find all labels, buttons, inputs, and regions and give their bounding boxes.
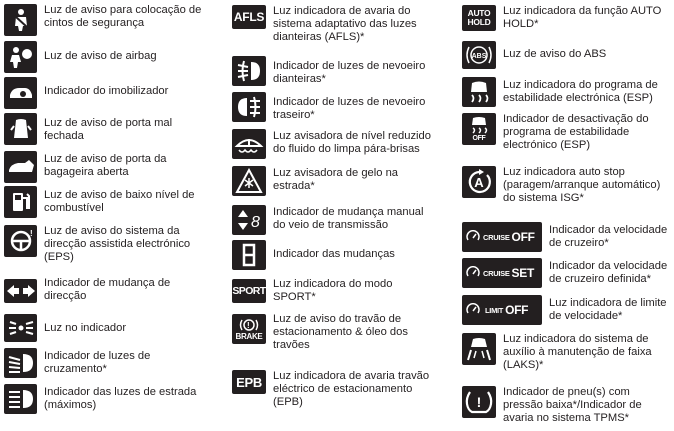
warning-label: Indicador das mudanças — [273, 248, 395, 260]
seat-belt-icon — [4, 4, 37, 36]
warning-label: Luz indicadora do programa de estabilidade electrónica (ESP) — [503, 79, 658, 104]
warning-item-fuel — [4, 186, 195, 218]
ice-warning-icon — [232, 166, 266, 196]
auto-stop-icon — [462, 166, 496, 198]
esp-icon — [462, 77, 496, 107]
warning-item-immobilizer — [4, 77, 168, 109]
warning-item-limit-off — [462, 295, 667, 325]
warning-label: Luz indicadora da função AUTO HOLD* — [503, 5, 662, 30]
light-on-icon — [4, 314, 37, 342]
warning-item-auto-hold — [462, 5, 661, 31]
fuel-icon — [4, 186, 37, 218]
warning-label: Indicador de mudança manual do veio de transmissão — [273, 206, 424, 231]
washer-fluid-icon — [232, 129, 266, 159]
warning-label: Luz de aviso de porta mal fechada — [44, 117, 173, 142]
warning-label: Luz de aviso de airbag — [44, 50, 157, 62]
warning-item-laks — [462, 333, 652, 372]
warning-label: Luz indicadora de limite de velocidade* — [549, 297, 667, 322]
warning-item-front-fog — [232, 56, 425, 86]
warning-item-light-on — [4, 314, 126, 342]
warning-label: Luz indicadora do modo SPORT* — [273, 278, 393, 303]
airbag-icon — [4, 41, 37, 73]
warning-label: Indicador da velocidade de cruzeiro* — [549, 224, 668, 249]
trunk-open-icon — [4, 151, 37, 183]
warning-item-auto-stop — [462, 166, 660, 205]
immobilizer-icon — [4, 77, 37, 109]
shift-indicator-icon — [232, 205, 266, 235]
warning-label: Luz indicadora de avaria travão eléctrico de estacionamento (EPB) — [273, 370, 430, 408]
tpms-icon — [462, 386, 496, 418]
svg-text:8: 8 — [251, 214, 260, 231]
afls-icon: AFLS — [232, 5, 266, 29]
limit-off-icon: LIMIT OFF — [462, 295, 542, 325]
warning-item-esp-off — [462, 113, 649, 152]
warning-label: Luz no indicador — [44, 322, 127, 334]
svg-text:!: ! — [476, 394, 482, 410]
rear-fog-icon — [232, 92, 266, 122]
warning-item-shift-indicator — [232, 205, 424, 235]
turn-signal-icon — [4, 279, 37, 303]
warning-label: Luz indicadora do sistema de auxílio à manutenção de faixa (LAKS)* — [503, 333, 652, 371]
warning-item-low-beam — [4, 348, 150, 378]
cruise-off-icon: CRUISE OFF — [462, 222, 542, 252]
warning-label: Indicador das luzes de estrada (máximos) — [44, 386, 197, 411]
warning-label: Luz indicadora de avaria do sistema adaptativo das luzes dianteiras (AFLS)* — [273, 5, 417, 43]
door-open-icon — [4, 113, 37, 145]
warning-item-rear-fog — [232, 92, 425, 122]
warning-item-tpms — [462, 386, 642, 425]
eps-icon — [4, 225, 37, 257]
warning-label: Luz de aviso de baixo nível de combustível — [44, 189, 195, 214]
warning-label: Indicador da velocidade de cruzeiro definida* — [549, 260, 668, 285]
abs-icon — [462, 41, 496, 69]
gear-position-icon — [232, 240, 266, 270]
warning-label: Indicador de mudança de direcção — [44, 277, 171, 302]
warning-item-abs — [462, 41, 606, 69]
auto-hold-icon: AUTO HOLD — [462, 5, 496, 31]
front-fog-icon — [232, 56, 266, 86]
warning-label: Luz avisadora de gelo na estrada* — [273, 167, 399, 192]
warning-label: Luz de aviso do ABS — [503, 48, 607, 60]
warning-label: Luz de aviso para colocação de cintos de segurança — [44, 4, 202, 29]
warning-label: Luz indicadora auto stop (paragem/arranque automático) do sistema ISG* — [503, 166, 661, 204]
warning-item-seat-belt — [4, 4, 201, 36]
warning-label: Indicador de desactivação do programa de estabilidade electrónico (ESP) — [503, 113, 649, 151]
warning-item-afls — [232, 5, 417, 44]
warning-label: Luz avisadora de nível reduzido do fluido do limpa pára-brisas — [273, 130, 431, 155]
sport-mode-icon: SPORT — [232, 279, 266, 303]
high-beam-icon — [4, 384, 37, 414]
warning-item-washer-fluid — [232, 129, 431, 159]
brake-icon: ! BRAKE — [232, 314, 266, 344]
warning-item-eps — [4, 225, 190, 264]
warning-label: Indicador de pneu(s) com pressão baixa*/Indicador de avaria no sistema TPMS* — [503, 386, 642, 424]
warning-item-epb — [232, 370, 429, 409]
warning-item-door-open — [4, 113, 172, 145]
cruise-set-icon: CRUISE SET — [462, 258, 542, 288]
esp-off-icon: OFF — [462, 113, 496, 145]
warning-item-cruise-off — [462, 222, 667, 252]
warning-label: Luz de aviso do sistema da direcção assistida electrónico (EPS) — [44, 225, 191, 263]
warning-item-sport-mode — [232, 279, 392, 304]
warning-label: Indicador de luzes de cruzamento* — [44, 350, 151, 375]
svg-text:ABS: ABS — [471, 53, 487, 60]
warning-item-turn-signal — [4, 279, 170, 303]
warning-item-esp — [462, 77, 658, 107]
epb-icon: EPB — [232, 370, 266, 394]
laks-icon — [462, 333, 496, 365]
warning-label: Indicador de luzes de nevoeiro traseiro* — [273, 96, 426, 121]
svg-text:!: ! — [247, 320, 250, 330]
svg-text:!: ! — [29, 229, 33, 238]
warning-item-cruise-set — [462, 258, 667, 288]
warning-label: Indicador do imobilizador — [44, 85, 169, 97]
warning-item-trunk-open — [4, 151, 167, 183]
warning-label: Luz de aviso do travão de estacionamento & óleo dos travões — [273, 313, 408, 351]
svg-text:A: A — [474, 175, 484, 190]
warning-item-gear-position — [232, 240, 395, 270]
warning-item-ice-warning — [232, 166, 398, 196]
warning-label: Indicador de luzes de nevoeiro dianteiras* — [273, 60, 426, 85]
warning-item-high-beam — [4, 384, 196, 414]
warning-item-brake — [232, 314, 408, 352]
warning-label: Luz de aviso de porta da bagageira aberta — [44, 153, 167, 178]
warning-item-airbag — [4, 41, 157, 73]
low-beam-icon — [4, 348, 37, 378]
